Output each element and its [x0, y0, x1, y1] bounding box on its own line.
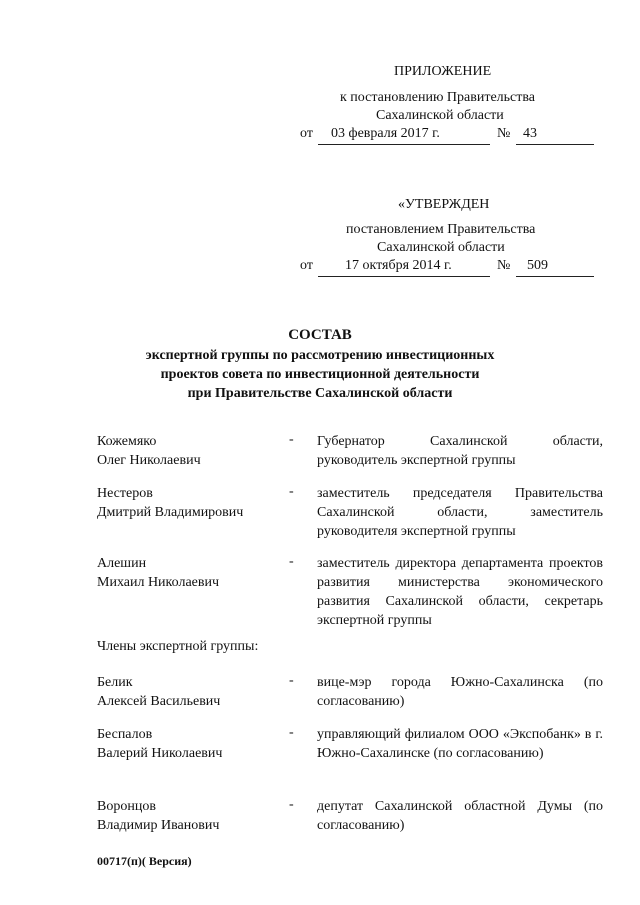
member-role: Губернатор Сахалинской области, руководитель экспертной группы [317, 434, 603, 468]
approved-number-label: № [497, 258, 511, 273]
appendix-number-underline [516, 144, 594, 145]
member-surname: Беспалов [97, 727, 153, 742]
approved-from-label: от [300, 258, 313, 273]
approved-number-underline [516, 276, 594, 277]
member-given-names: Алексей Васильевич [97, 694, 221, 709]
appendix-date-underline [318, 144, 490, 145]
approved-line1: постановлением Правительства [346, 222, 536, 237]
member-given-names: Михаил Николаевич [97, 575, 220, 590]
member-dash: - [289, 725, 294, 740]
appendix-line2: Сахалинской области [376, 108, 504, 123]
appendix-from-label: от [300, 126, 313, 141]
member-dash: - [289, 673, 294, 688]
member-surname: Кожемяко [97, 434, 157, 449]
title-line1: экспертной группы по рассмотрению инвестиционных [145, 348, 495, 363]
member-given-names: Дмитрий Владимирович [97, 505, 244, 520]
appendix-heading: ПРИЛОЖЕНИЕ [394, 64, 492, 79]
approved-date-underline [318, 276, 490, 277]
member-surname: Воронцов [97, 799, 156, 814]
approved-number: 509 [527, 258, 548, 273]
members-label: Члены экспертной группы: [97, 639, 259, 654]
member-role: заместитель председателя Правительства Сахалинской области, заместитель руководителя экспертной группы [317, 486, 603, 539]
member-role: заместитель директора департамента проектов развития министерства экономического развития Сахалинской области, секретарь экспертной группы [317, 556, 603, 628]
member-surname: Нестеров [97, 486, 153, 501]
title-line3: при Правительстве Сахалинской области [187, 386, 453, 401]
appendix-number-label: № [497, 126, 511, 141]
member-dash: - [289, 797, 294, 812]
approved-heading: «УТВЕРЖДЕН [398, 197, 490, 212]
member-dash: - [289, 432, 294, 447]
member-role: управляющий филиалом ООО «Экспобанк» в г. Южно-Сахалинске (по согласованию) [317, 727, 603, 761]
title-line2: проектов совета по инвестиционной деятельности [160, 367, 480, 382]
appendix-number: 43 [523, 126, 537, 141]
appendix-date: 03 февраля 2017 г. [331, 126, 440, 141]
member-role: вице-мэр города Южно-Сахалинска (по согласованию) [317, 675, 603, 709]
member-given-names: Валерий Николаевич [97, 746, 223, 761]
member-given-names: Владимир Иванович [97, 818, 220, 833]
member-surname: Белик [97, 675, 133, 690]
appendix-line1: к постановлению Правительства [340, 90, 536, 105]
member-dash: - [289, 554, 294, 569]
document-footer-code: 00717(п)( Версия) [97, 854, 192, 868]
member-surname: Алешин [97, 556, 147, 571]
document-title: СОСТАВ [288, 327, 352, 343]
member-given-names: Олег Николаевич [97, 453, 201, 468]
approved-date: 17 октября 2014 г. [345, 258, 452, 273]
approved-line2: Сахалинской области [377, 240, 505, 255]
member-role: депутат Сахалинской областной Думы (по согласованию) [317, 799, 603, 833]
member-dash: - [289, 484, 294, 499]
